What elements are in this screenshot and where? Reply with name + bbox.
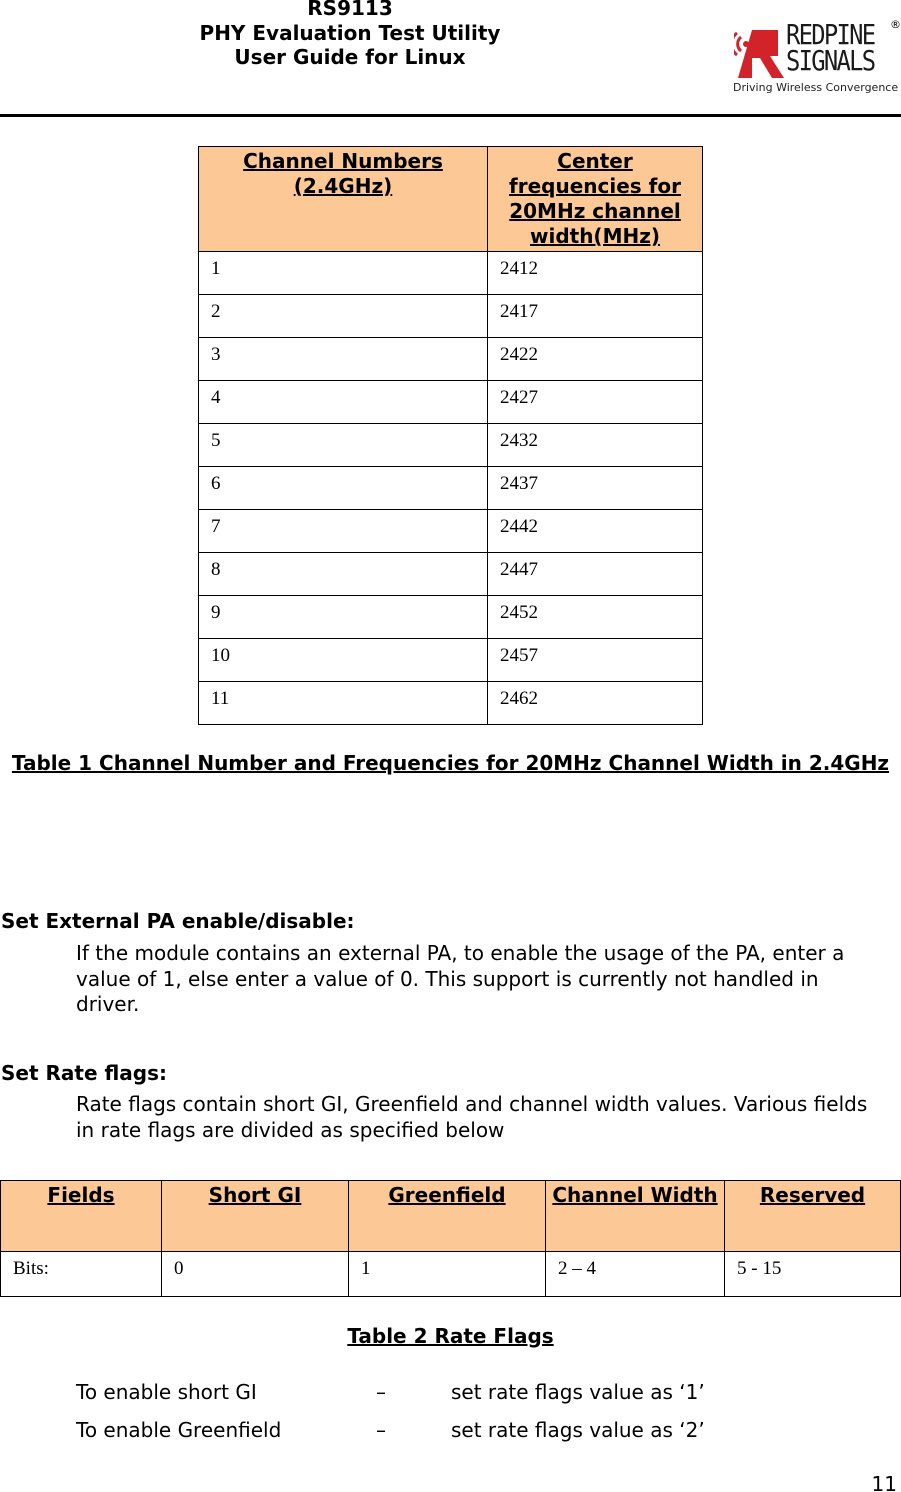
table-cell: 2442 xyxy=(488,510,703,553)
column-header: Fields xyxy=(1,1181,162,1252)
table-cell: 2 xyxy=(199,295,488,338)
table-row xyxy=(199,381,703,424)
header-subtitle-2: User Guide for Linux xyxy=(234,45,466,69)
redpine-logo xyxy=(730,20,900,98)
table-row xyxy=(199,639,703,682)
table-row xyxy=(199,682,703,725)
logo-tagline: Driving Wireless Convergence xyxy=(733,81,899,94)
document-header xyxy=(150,0,550,70)
section-heading: Set External PA enable/disable: xyxy=(1,909,355,933)
table-cell: 2437 xyxy=(488,467,703,510)
table-cell: 1 xyxy=(349,1252,546,1297)
header-rule xyxy=(0,114,901,117)
table-cell: 2422 xyxy=(488,338,703,381)
column-header: Greenfield xyxy=(349,1181,546,1252)
column-header: Channel Width xyxy=(546,1181,725,1252)
table-cell: 8 xyxy=(199,553,488,596)
instruction-dash: – xyxy=(376,1418,386,1442)
table-cell: 7 xyxy=(199,510,488,553)
table-cell: 11 xyxy=(199,682,488,725)
instruction-label: To enable Greenfield xyxy=(76,1418,282,1442)
column-header: Center frequencies for 20MHz channel width(MHz) xyxy=(488,147,703,252)
table-cell: 3 xyxy=(199,338,488,381)
instruction-value: set rate flags value as ‘1’ xyxy=(451,1380,705,1404)
table-cell: 9 xyxy=(199,596,488,639)
table-row xyxy=(199,510,703,553)
table-cell: Bits: xyxy=(1,1252,162,1297)
table-cell: 0 xyxy=(162,1252,349,1297)
column-header: Reserved xyxy=(725,1181,901,1252)
table-cell: 2417 xyxy=(488,295,703,338)
table-cell: 6 xyxy=(199,467,488,510)
table2-caption: Table 2 Rate Flags xyxy=(347,1324,554,1348)
table-row xyxy=(199,467,703,510)
table-cell: 1 xyxy=(199,252,488,295)
table-row xyxy=(199,553,703,596)
table-cell: 2462 xyxy=(488,682,703,725)
logo-mark-icon xyxy=(734,26,784,78)
table-cell: 4 xyxy=(199,381,488,424)
instruction-dash: – xyxy=(376,1380,386,1404)
column-header: Short GI xyxy=(162,1181,349,1252)
rate-flags-table xyxy=(0,1180,901,1297)
table-cell: 2432 xyxy=(488,424,703,467)
table-cell: 2452 xyxy=(488,596,703,639)
table-cell: 2457 xyxy=(488,639,703,682)
table-row xyxy=(199,596,703,639)
table-cell: 5 - 15 xyxy=(725,1252,901,1297)
table-row xyxy=(199,252,703,295)
table-cell: 2447 xyxy=(488,553,703,596)
table-cell: 2 – 4 xyxy=(546,1252,725,1297)
registered-mark: ® xyxy=(890,18,901,31)
section-body: Rate flags contain short GI, Greenfield and channel width values. Various fields in rate flags are divided as specified below xyxy=(76,1092,868,1142)
table-row xyxy=(199,338,703,381)
instruction-value: set rate flags value as ‘2’ xyxy=(451,1418,705,1442)
header-title: RS9113 xyxy=(307,0,393,20)
instruction-label: To enable short GI xyxy=(76,1380,257,1404)
table-row xyxy=(199,295,703,338)
page-number: 11 xyxy=(871,1472,897,1492)
table-row xyxy=(199,424,703,467)
channel-frequency-table xyxy=(198,146,703,725)
column-header: Channel Numbers (2.4GHz) xyxy=(199,147,488,252)
table-cell: 2427 xyxy=(488,381,703,424)
section-heading: Set Rate flags: xyxy=(1,1061,168,1085)
table1-caption: Table 1 Channel Number and Frequencies for 20MHz Channel Width in 2.4GHz xyxy=(11,751,890,775)
section-body: If the module contains an external PA, to enable the usage of the PA, enter a value of 1, else enter a value of 0. This support is currently not handled in driver. xyxy=(76,941,845,1016)
table-cell: 10 xyxy=(199,639,488,682)
table-cell: 2412 xyxy=(488,252,703,295)
logo-wordmark: REDPINE SIGNALS xyxy=(786,18,875,77)
table-row xyxy=(1,1252,901,1297)
table-cell: 5 xyxy=(199,424,488,467)
header-subtitle: PHY Evaluation Test Utility xyxy=(199,20,501,45)
